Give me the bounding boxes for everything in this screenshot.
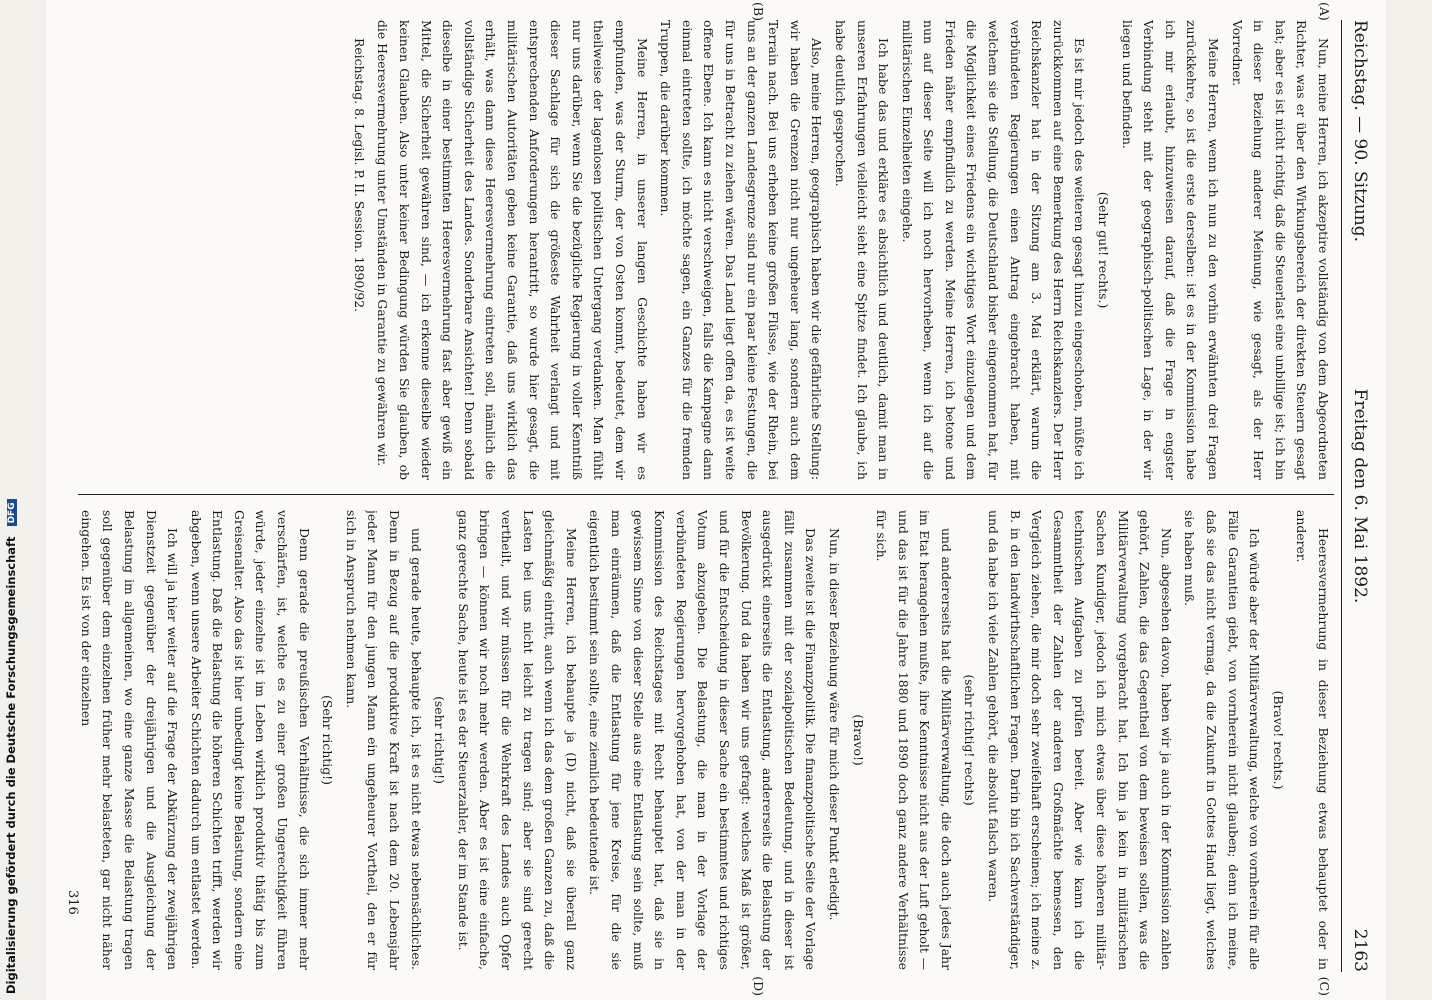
paragraph: Meine Herren, ich behaupte ja (D) nicht, daß sie überall ganz gleichmäßig eintritt, auch wenn ich das dem großen Ganzen zu, daß die Lasten bei uns nicht leicht zu tragen sind; aber sie sind gerecht vertheilt, und wir müssen für die Wehrkraft des Landes auch Opfer bringen — können wir noch mehr werden. Aber es ist eine einfache, ganz gerechte Sache, heute ist es der Steuerzahler, der im Stande ist.	[455, 510, 579, 970]
interjection: (Sehr gut! rechts.)	[1096, 191, 1112, 309]
dfg-logo: DFG	[7, 499, 17, 526]
margin-marker-a: (A)	[1317, 2, 1332, 21]
interjection: (sehr richtig! rechts)	[962, 674, 978, 806]
paragraph: Ich würde aber der Militärverwaltung, welche von vornherein für alle Fälle Garantien giebt, von vornherein nicht glauben; denn ich meine, daß sie das nicht vermag, da die Zukunft in Gottes Hand liegt, welches sie haben muß.	[1182, 510, 1263, 970]
dfg-footer	[0, 0, 22, 1000]
paragraph: Nun, in dieser Beziehung wäre für mich dieser Punkt erledigt.	[826, 528, 842, 921]
header-date: Freitag den 6. Mai 1892.	[1350, 388, 1370, 604]
scanned-page	[46, 0, 1386, 1000]
left-column	[78, 20, 1334, 480]
footer-text-wrapper	[4, 499, 18, 994]
paragraph: Meine Herren, in unserer langen Geschichte haben wir es empfunden, was der Sturm, der von Osten kommt, bedeutet, dem wir theilweise der lagenlosen politischen Untergang verdanken. Man fühlt nur uns darüber, wenn Sie die bezügliche Regierung in voller Kenntniß dieser Sachlage für sich die größeste Wahrheit verlangt und mit entsprechenden Anforderungen herantritt, so wurde hier gesagt, die militärischen Autoritäten geben keine Garantie, daß uns wirklich das erhält, was dann diese Heeresvermehrung eintreten soll, nämlich die vollständige Sicherheit des Landes. Sonderbare Ansichten! Denn sobald dieselbe in einer bestimmten Heeresvermehrung fast aber gewiß ein Mittel, die Sicherheit gewähren sind, — ich erkenne dieselbe wieder keinen Glauben. Also unter keiner Bedingung würden Sie glauben, ob die Heeresvermehrung unter Umständen in Garantie zu gewähren wir.	[375, 20, 650, 480]
paragraph: und andererseits hat die Militärverwaltung, die doch auch jedes Jahr im Etat herangehen mußte, ihre Kenntnisse nicht aus der Luft geholt — und das ist für die Jahre 1880 und 1890 doch ganz andere Verhältnisse für sich.	[874, 510, 954, 970]
paragraph: Nun, meine Herren, ich akzeptire vollständig von dem Abgeordneten Richter, was er über den Wirkungsbereich der direkten Steuern gesagt hat; aber es ist nicht richtig, daß die Steuerlast eine unbillige ist; ich bin in dieser Beziehung anderer Meinung, wie gesagt, als der Herr Vorredner.	[1229, 20, 1331, 480]
interjection: (sehr richtig!)	[432, 696, 448, 784]
paragraph: Meine Herren, wenn ich nun zu den vorhin erwähnten drei Fragen zurückkehre, so ist die erste derselben: ist es in der Kommission habe ich mir erlaubt, hinzuweisen darauf, daß die Frage in engster Verbindung steht mit der geographisch-politischen Lage, in der wir liegen und befinden.	[1119, 20, 1222, 480]
interjection: (Bravo!)	[850, 714, 866, 766]
paragraph: Denn gerade die preußischen Verhältnisse, die sich immer mehr verschärfen, ist, welche es zu einer großen Ungerechtigkeit führen würde, jeder einzelne ist im Leben wirklich produktiv thätig bis zum Greisenalter. Also das ist hier unbedingt keine Belastung, sondern eine Entlastung. Daß die Belastung die höheren Schichten trifft, werden wir abgeben, wenn unsere Arbeiter Schichten dadurch um entlastet werden.	[188, 510, 312, 970]
header-left: Reichstag. — 90. Sitzung.	[1350, 20, 1370, 243]
margin-marker-c: (C)	[1317, 976, 1332, 996]
right-column	[78, 510, 1334, 970]
paragraph: Also, meine Herren, geographisch haben wir die gefährliche Stellung: wir haben die Grenzen nicht nur ungeheuer lang, sondern auch dem Terrain nach. Bei uns erheben keine großen Flüsse, wie der Rhein, bei uns an der ganzen Landesgrenze sind nur ein paar kleine Festungen, die für uns in Betracht zu ziehen wären. Das Land liegt offen da, es ist weite offene Ebene. Ich kann es nicht verschweigen, falls die Kampagne dann einmal eintreten sollte, ich möchte sagen, ein Ganzes für die fremden Truppen, die darüber kommen.	[658, 20, 825, 480]
paragraph: Ich will ja hier weiter auf die Frage der Abkürzung der zweijährigen Dienstzeit gegenüber der dreijährigen und die Ausgleichung der Belastung im allgemeinen, wo eine ganze Masse die Belastung tragen soll gegenüber dem einzelnen früher mehr belasteten, gar nicht näher eingehen. Es ist von der einzelnen	[78, 510, 181, 970]
interjection: (Sehr richtig!)	[320, 695, 336, 785]
margin-marker-d: (D)	[751, 976, 766, 996]
paragraph: Es ist mir jedoch des weiteren gesagt hinzu eingeschoben, müßte ich zurückkommen auf eine Bemerkung des Herrn Reichskanzlers. Der Herr Reichskanzler hat in der Sitzung am 3. Mai erklärt, warum die verbündeten Regierungen einen Antrag eingebracht haben, mit welchem sie die Stellung, die Deutschland bisher eingenommen hat, für die Möglichkeit eines Friedens ein wichtiges Wort einzulegen und dem Frieden näher empfindlich zu werden. Meine Herren, ich betone und nun auf dieser Seite will ich noch hervorheben, wenn ich auf die militärischen Einzelheiten eingehe.	[899, 20, 1088, 480]
paragraph: Heeresvermehrung in dieser Beziehung etwas behauptet oder in anderer.	[1294, 510, 1331, 970]
header-page-number: 2163	[1350, 928, 1370, 972]
footer-text: Digitalisierung gefördert durch die Deutsche Forschungsgemeinschaft	[4, 536, 18, 994]
paragraph: Ich habe das und erkläre es absichtlich und deutlich, damit man in unseren Erfahrungen vielleicht sieht eine Spitze findet. Ich glaube, ich habe deutlich gesprochen.	[832, 20, 892, 480]
margin-marker-b: (B)	[751, 2, 766, 21]
interjection: (Bravo! rechts.)	[1270, 690, 1286, 790]
page-number: 316	[65, 890, 80, 915]
paragraph: Das zweite ist die Finanzpolitik. Die finanzpolitische Seite der Vorlage fällt zusammen mit der sozialpolitischen Bedeutung, und in dieser ist ausgedrückt einerseits die Entlastung, andererseits die Belastung der Bevölkerung. Und da haben wir uns gefragt: welches Maß ist größer, und für die Entscheidung in dieser Sache ein bestimmtes und richtiges Votum abzugeben. Die Belastung, die man in der Vorlage der verbündeten Regierungen hervorgehoben hat, von der man in der Kommission des Reichstages mit Recht behauptet hat, daß sie in gewissem Sinne von dieser Stelle aus eine Entlastung sein sollte, muß man einräumen, daß die Entlastung für jene Kreise, für die sie eigentlich bestimmt sein sollte, eine ziemlich bedeutende ist.	[587, 510, 819, 970]
paragraph: Nun, abgesehen davon, haben wir ja auch in der Kommission zahlen gehört, Zahlen, die das Gegentheil von dem beweisen sollen, was die Militärverwaltung vorgebracht hat. Ich bin ja kein in militärischen Sachen Kundiger, jedoch ich mich etwas über diese höheren militär-technischen Aufgaben zu prüfen bereit. Aber wie kann ich die Gesammtheit der Zahlen der anderen Großmächte bemessen, den Vergleich ziehen, die mir doch sehr zweifelhaft erscheinen; ich meine z. B. in den landwirthschaftlichen Fragen. Darin bin ich Sachverständiger, und da habe ich viele Zahlen gehört, die absolut falsch waren.	[986, 510, 1174, 970]
column-divider	[78, 494, 1334, 495]
paragraph: und gerade heute, behaupte ich, ist es nicht etwas nebensächliches. Denn in Bezug auf die produktive Kraft ist nach dem 20. Lebensjahr jeder Mann für den jungen Mann ein ungeheurer Vortheil, den er für sich in Anspruch nehmen kann.	[343, 510, 424, 970]
column-footnote: Reichstag. 8. Legisl. P. II. Session. 1890/92.	[351, 38, 367, 313]
page-header	[1341, 20, 1378, 972]
